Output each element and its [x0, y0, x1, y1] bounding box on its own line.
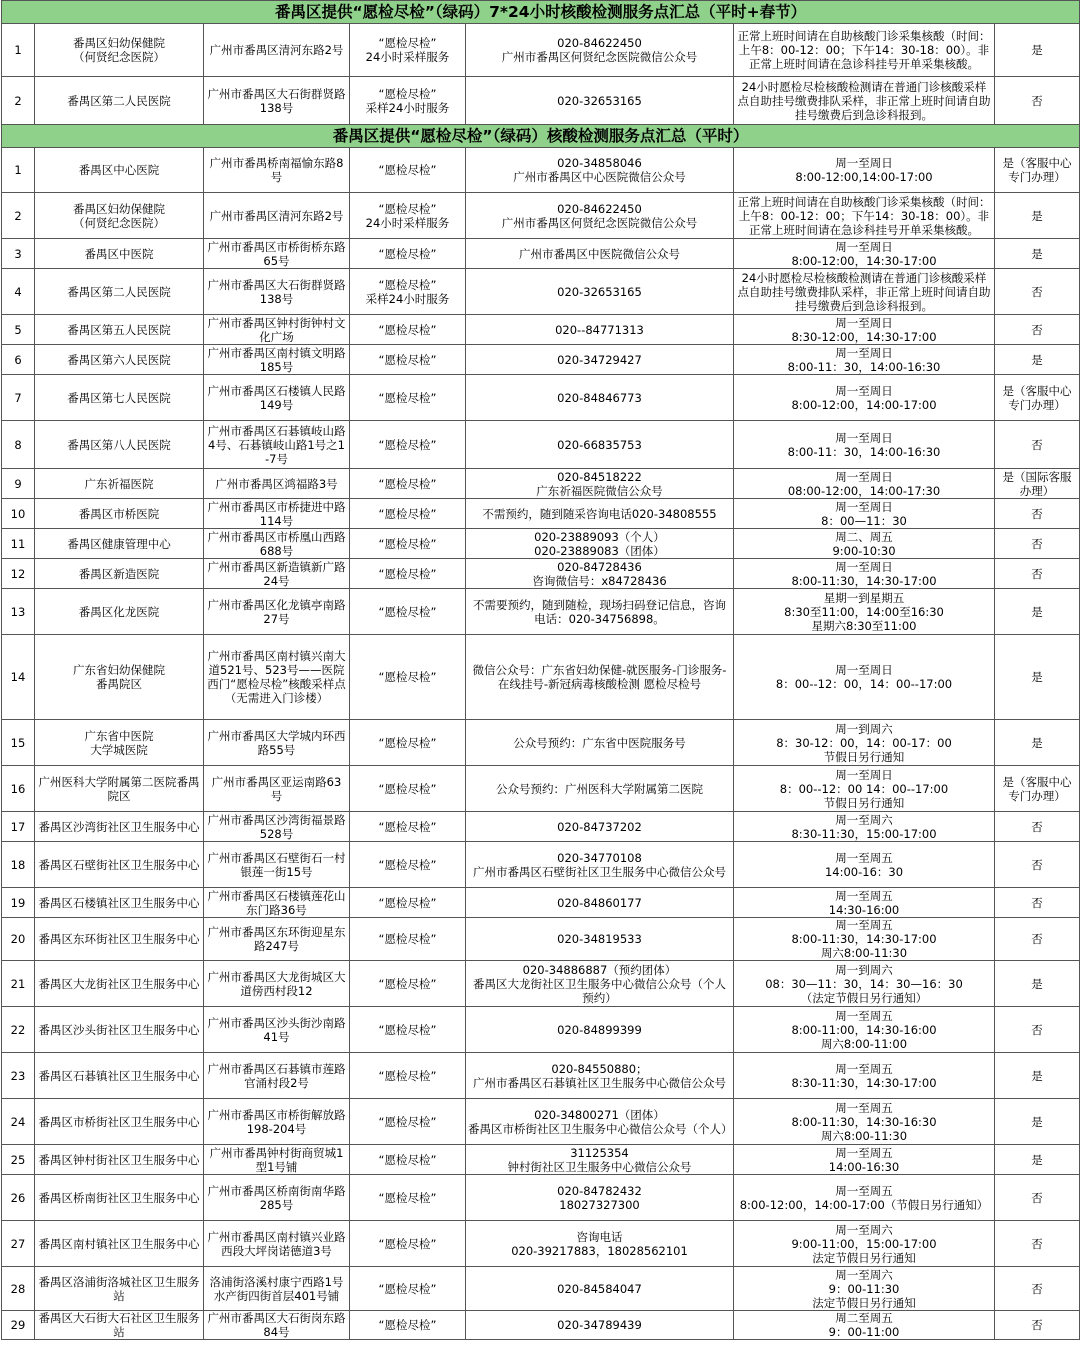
site-address: 广州市番禺区市桥街桥东路65号 — [204, 239, 350, 269]
site-name: 番禺区妇幼保健院 （何贤纪念医院） — [35, 24, 204, 77]
service-type: “愿检尽检” — [350, 766, 466, 812]
service-type: “愿检尽检” — [350, 888, 466, 918]
appointment-flag: 是（国际客服办理） — [995, 469, 1080, 499]
site-address: 广州市番禺区南村镇兴南大道521号、523号——医院西门“愿检尽检”核酸采样点（无需进入门诊楼） — [204, 635, 350, 720]
contact-info: 020-23889093（个人） 020-23889083（团体） — [466, 529, 734, 559]
service-type: “愿检尽检” — [350, 239, 466, 269]
service-hours: 周一至周日 8:00-12:00,14:00-17:00 — [734, 148, 995, 193]
service-type: “愿检尽检” — [350, 499, 466, 529]
site-name: 番禺区石壁街社区卫生服务中心 — [35, 842, 204, 888]
site-address: 广州市番禺区沙湾街福景路528号 — [204, 812, 350, 842]
site-address: 广州市番禺区市桥凰山西路688号 — [204, 529, 350, 559]
contact-info: 020-34800271（团体） 番禺区市桥街社区卫生服务中心微信公众号（个人） — [466, 1099, 734, 1145]
service-hours: 周二至周五 9：00-11:00 — [734, 1311, 995, 1340]
service-type: “愿检尽检” — [350, 375, 466, 421]
appointment-flag: 否 — [995, 1175, 1080, 1221]
table-row — [2, 812, 1080, 842]
service-hours: 正常上班时间请在自助核酸门诊采集核酸（时间：上午8：00-12：00；下午14：30-18：00）。非正常上班时间请在急诊科挂号开单采集核酸。 — [734, 24, 995, 77]
service-hours: 周一至周六 8:30-11:30，15:00-17:00 — [734, 812, 995, 842]
row-number: 2 — [2, 77, 35, 125]
row-number: 6 — [2, 345, 35, 375]
row-number: 17 — [2, 812, 35, 842]
row-number: 15 — [2, 720, 35, 766]
site-name: 番禺区石碁镇社区卫生服务中心 — [35, 1053, 204, 1099]
row-number: 1 — [2, 24, 35, 77]
row-number: 9 — [2, 469, 35, 499]
contact-info: 020-84728436 咨询微信号：x84728436 — [466, 559, 734, 589]
site-name: 番禺区化龙医院 — [35, 589, 204, 635]
row-number: 26 — [2, 1175, 35, 1221]
site-address: 广州市番禺区清河东路2号 — [204, 193, 350, 239]
site-address: 广州市番禺钟村街商贸城1型1号铺 — [204, 1145, 350, 1175]
row-number: 3 — [2, 239, 35, 269]
service-hours: 周一至周日 8：00—11：30 — [734, 499, 995, 529]
site-address: 广州市番禺区沙头街沙南路41号 — [204, 1007, 350, 1053]
table-row — [2, 1267, 1080, 1311]
row-number: 28 — [2, 1267, 35, 1311]
appointment-flag: 是 — [995, 239, 1080, 269]
contact-info: 公众号预约：广州医科大学附属第二医院 — [466, 766, 734, 812]
contact-info: 020-84899399 — [466, 1007, 734, 1053]
site-name: 番禺区沙头街社区卫生服务中心 — [35, 1007, 204, 1053]
table-row — [2, 961, 1080, 1007]
service-hours: 周一至周五 8:00-11:30，14:30-16:30 周六8:00-11:30 — [734, 1099, 995, 1145]
site-name: 番禺区南村镇社区卫生服务中心 — [35, 1221, 204, 1267]
service-type: “愿检尽检” — [350, 1221, 466, 1267]
site-name: 番禺区中医院 — [35, 239, 204, 269]
table-row — [2, 842, 1080, 888]
table-row — [2, 24, 1080, 77]
service-hours: 周一至周五 8:00-11:30，14:30-17:00 周六8:00-11:30 — [734, 918, 995, 961]
service-hours: 周一至周日 8:00-11:30，14:30-17:00 — [734, 559, 995, 589]
contact-info: 020-32653165 — [466, 269, 734, 315]
row-number: 27 — [2, 1221, 35, 1267]
contact-info: 020-34886887（预约团体） 番禺区大龙街社区卫生服务中心微信公众号（个人预约） — [466, 961, 734, 1007]
table-row — [2, 766, 1080, 812]
site-address: 广州市番禺区市桥街解放路198-204号 — [204, 1099, 350, 1145]
site-name: 番禺区第二人民医院 — [35, 77, 204, 125]
service-hours: 周一至周日 8:00-11：30，14:00-16:30 — [734, 345, 995, 375]
service-hours: 周一至周日 8：00--12：00，14：00--17:00 — [734, 635, 995, 720]
table-row — [2, 345, 1080, 375]
site-name: 番禺区石楼镇社区卫生服务中心 — [35, 888, 204, 918]
table-row — [2, 239, 1080, 269]
contact-info: 020--84771313 — [466, 315, 734, 345]
nucleic-acid-test-sites-table — [1, 0, 1080, 1340]
site-name: 番禺区市桥医院 — [35, 499, 204, 529]
site-address: 广州市番禺区亚运南路63号 — [204, 766, 350, 812]
appointment-flag: 是 — [995, 24, 1080, 77]
service-hours: 24小时愿检尽检核酸检测请在普通门诊核酸采样点自助挂号缴费排队采样，非正常上班时间请自助挂号缴费后到急诊科报到。 — [734, 77, 995, 125]
service-hours: 周一至周五 14:00-16:30 — [734, 1145, 995, 1175]
service-type: “愿检尽检” — [350, 961, 466, 1007]
row-number: 29 — [2, 1311, 35, 1340]
service-type: “愿检尽检” — [350, 559, 466, 589]
contact-info: 020-84518222 广东祈福医院微信公众号 — [466, 469, 734, 499]
service-hours: 周一至周五 8:30-11:30，14:30-17:00 — [734, 1053, 995, 1099]
row-number: 16 — [2, 766, 35, 812]
appointment-flag: 否 — [995, 842, 1080, 888]
service-hours: 24小时愿检尽检核酸检测请在普通门诊核酸采样点自助挂号缴费排队采样，非正常上班时间请自助挂号缴费后到急诊科报到。 — [734, 269, 995, 315]
row-number: 10 — [2, 499, 35, 529]
contact-info: 020-84782432 18027327300 — [466, 1175, 734, 1221]
contact-info: 微信公众号：广东省妇幼保健-就医服务-门诊服务-在线挂号-新冠病毒核酸检测 愿检尽检号 — [466, 635, 734, 720]
contact-info: 020-84737202 — [466, 812, 734, 842]
service-hours: 周一至周日 8：00--12：00 14：00--17:00 节假日另行通知 — [734, 766, 995, 812]
contact-info: 020-34858046 广州市番禺区中心医院微信公众号 — [466, 148, 734, 193]
section-title-regular: 番禺区提供“愿检尽检”（绿码）核酸检测服务点汇总（平时） — [2, 125, 1080, 148]
table-row — [2, 1145, 1080, 1175]
site-address: 广州市番禺区鸿福路3号 — [204, 469, 350, 499]
section-title-regular-row — [2, 125, 1080, 148]
service-hours: 周一至周日 08:00-12:00，14:00-17:30 — [734, 469, 995, 499]
row-number: 11 — [2, 529, 35, 559]
service-type: “愿检尽检” — [350, 812, 466, 842]
site-address: 广州市番禺区桥南街南华路285号 — [204, 1175, 350, 1221]
site-name: 番禺区第二人民医院 — [35, 269, 204, 315]
site-name: 广东省妇幼保健院 番禺院区 — [35, 635, 204, 720]
row-number: 7 — [2, 375, 35, 421]
row-number: 24 — [2, 1099, 35, 1145]
row-number: 4 — [2, 269, 35, 315]
service-hours: 周一至周日 8:00-12:00，14:00-17:00 — [734, 375, 995, 421]
service-hours: 周一至周日 8:00-12:00，14:30-17:00 — [734, 239, 995, 269]
row-number: 8 — [2, 421, 35, 469]
service-type: “愿检尽检” — [350, 315, 466, 345]
row-number: 14 — [2, 635, 35, 720]
contact-info: 020-34770108 广州市番禺区石壁街社区卫生服务中心微信公众号 — [466, 842, 734, 888]
service-hours: 周一到周六 08：30—11：30，14：30—16：30 （法定节假日另行通知） — [734, 961, 995, 1007]
site-name: 番禺区第八人民医院 — [35, 421, 204, 469]
site-name: 广东省中医院 大学城医院 — [35, 720, 204, 766]
table-row — [2, 375, 1080, 421]
contact-info: 020-34789439 — [466, 1311, 734, 1340]
table-row — [2, 77, 1080, 125]
site-name: 番禺区中心医院 — [35, 148, 204, 193]
appointment-flag: 否 — [995, 559, 1080, 589]
site-address: 广州市番禺区东环街迎星东路247号 — [204, 918, 350, 961]
row-number: 2 — [2, 193, 35, 239]
row-number: 21 — [2, 961, 35, 1007]
appointment-flag: 是 — [995, 720, 1080, 766]
row-number: 1 — [2, 148, 35, 193]
site-name: 番禺区大龙街社区卫生服务中心 — [35, 961, 204, 1007]
table-row — [2, 269, 1080, 315]
table-row — [2, 918, 1080, 961]
site-name: 番禺区东环街社区卫生服务中心 — [35, 918, 204, 961]
service-hours: 周一至周五 8:00-11:00，14:30-16:00 周六8:00-11:00 — [734, 1007, 995, 1053]
contact-info: 020-66835753 — [466, 421, 734, 469]
appointment-flag: 是（客服中心专门办理） — [995, 148, 1080, 193]
table-row — [2, 559, 1080, 589]
appointment-flag: 否 — [995, 918, 1080, 961]
appointment-flag: 否 — [995, 421, 1080, 469]
row-number: 25 — [2, 1145, 35, 1175]
site-address: 广州市番禺区石碁镇市莲路官涌村段2号 — [204, 1053, 350, 1099]
section-title-247-row — [2, 1, 1080, 24]
site-name: 广东祈福医院 — [35, 469, 204, 499]
site-address: 广州市番禺区清河东路2号 — [204, 24, 350, 77]
contact-info: 020-84584047 — [466, 1267, 734, 1311]
table-row — [2, 1311, 1080, 1340]
site-name: 广州医科大学附属第二医院番禺院区 — [35, 766, 204, 812]
service-type: “愿检尽检” — [350, 1053, 466, 1099]
site-name: 番禺区桥南街社区卫生服务中心 — [35, 1175, 204, 1221]
site-name: 番禺区钟村街社区卫生服务中心 — [35, 1145, 204, 1175]
site-name: 番禺区市桥街社区卫生服务中心 — [35, 1099, 204, 1145]
appointment-flag: 否 — [995, 499, 1080, 529]
contact-info: 020-84622450 广州市番禺区何贤纪念医院微信公众号 — [466, 193, 734, 239]
appointment-flag: 否 — [995, 529, 1080, 559]
table-row — [2, 193, 1080, 239]
service-hours: 周一到周六 8：30-12：00，14：00-17：00 节假日另行通知 — [734, 720, 995, 766]
table-row — [2, 1007, 1080, 1053]
site-name: 番禺区第七人民医院 — [35, 375, 204, 421]
site-address: 广州市番禺区大学城内环西路55号 — [204, 720, 350, 766]
section-title-247: 番禺区提供“愿检尽检”（绿码）7*24小时核酸检测服务点汇总（平时+春节） — [2, 1, 1080, 24]
contact-info: 咨询电话 020-39217883，18028562101 — [466, 1221, 734, 1267]
appointment-flag: 是（客服中心专门办理） — [995, 375, 1080, 421]
site-name: 番禺区大石街大石社区卫生服务站 — [35, 1311, 204, 1340]
service-type: “愿检尽检” 采样24小时服务 — [350, 269, 466, 315]
service-type: “愿检尽检” 采样24小时服务 — [350, 77, 466, 125]
site-address: 广州市番禺区新造镇新广路24号 — [204, 559, 350, 589]
service-hours: 周一至周六 9:00-11:00，15:00-17:00 法定节假日另行通知 — [734, 1221, 995, 1267]
service-hours: 周一至周日 8:30-12:00，14:30-17:00 — [734, 315, 995, 345]
table-row — [2, 635, 1080, 720]
row-number: 12 — [2, 559, 35, 589]
service-type: “愿检尽检” — [350, 1175, 466, 1221]
row-number: 13 — [2, 589, 35, 635]
row-number: 22 — [2, 1007, 35, 1053]
service-type: “愿检尽检” — [350, 148, 466, 193]
service-type: “愿检尽检” — [350, 1145, 466, 1175]
table-row — [2, 1099, 1080, 1145]
service-type: “愿检尽检” — [350, 720, 466, 766]
appointment-flag: 是 — [995, 1099, 1080, 1145]
contact-info: 020-84846773 — [466, 375, 734, 421]
site-address: 广州市番禺区钟村街钟村文化广场 — [204, 315, 350, 345]
appointment-flag: 是 — [995, 1053, 1080, 1099]
service-hours: 星期一到星期五 8:30至11:00，14:00至16:30 星期六8:30至11:00 — [734, 589, 995, 635]
service-type: “愿检尽检” — [350, 589, 466, 635]
site-address: 广州市番禺区石壁街石一村银莲一街15号 — [204, 842, 350, 888]
row-number: 23 — [2, 1053, 35, 1099]
site-address: 广州市番禺桥南福愉东路8号 — [204, 148, 350, 193]
contact-info: 公众号预约：广东省中医院服务号 — [466, 720, 734, 766]
appointment-flag: 否 — [995, 1267, 1080, 1311]
site-address: 洛浦街洛溪村康宁西路1号水产街四街首层401号铺 — [204, 1267, 350, 1311]
service-type: “愿检尽检” — [350, 1267, 466, 1311]
table-row — [2, 1221, 1080, 1267]
contact-info: 不需预约，随到随采咨询电话020-34808555 — [466, 499, 734, 529]
site-address: 广州市番禺区南村镇文明路185号 — [204, 345, 350, 375]
service-type: “愿检尽检” — [350, 421, 466, 469]
service-type: “愿检尽检” — [350, 635, 466, 720]
service-hours: 周一至周日 8:00-11：30，14:00-16:30 — [734, 421, 995, 469]
service-hours: 正常上班时间请在自助核酸门诊采集核酸（时间：上午8：00-12：00；下午14：30-18：00）。非正常上班时间请在急诊科挂号开单采集核酸。 — [734, 193, 995, 239]
contact-info: 020-84860177 — [466, 888, 734, 918]
contact-info: 不需要预约，随到随检，现场扫码登记信息，咨询电话：020-34756898。 — [466, 589, 734, 635]
row-number: 19 — [2, 888, 35, 918]
table-row — [2, 589, 1080, 635]
appointment-flag: 是 — [995, 589, 1080, 635]
site-name: 番禺区第五人民医院 — [35, 315, 204, 345]
service-type: “愿检尽检” 24小时采样服务 — [350, 193, 466, 239]
contact-info: 31125354 钟村街社区卫生服务中心微信公众号 — [466, 1145, 734, 1175]
service-type: “愿检尽检” — [350, 345, 466, 375]
site-address: 广州市番禺区大石街群贤路138号 — [204, 77, 350, 125]
appointment-flag: 否 — [995, 315, 1080, 345]
site-address: 广州市番禺区大龙街城区大道傍西村段12 — [204, 961, 350, 1007]
site-name: 番禺区新造医院 — [35, 559, 204, 589]
appointment-flag: 否 — [995, 77, 1080, 125]
service-type: “愿检尽检” — [350, 469, 466, 499]
table-row — [2, 148, 1080, 193]
contact-info: 020-84622450 广州市番禺区何贤纪念医院微信公众号 — [466, 24, 734, 77]
contact-info: 020-32653165 — [466, 77, 734, 125]
service-type: “愿检尽检” — [350, 1007, 466, 1053]
service-hours: 周一至周五 14:00-16：30 — [734, 842, 995, 888]
appointment-flag: 是 — [995, 635, 1080, 720]
site-address: 广州市番禺区南村镇兴业路西段大坪岗诺德道3号 — [204, 1221, 350, 1267]
appointment-flag: 是 — [995, 1145, 1080, 1175]
contact-info: 020-34819533 — [466, 918, 734, 961]
service-type: “愿检尽检” — [350, 1099, 466, 1145]
row-number: 20 — [2, 918, 35, 961]
appointment-flag: 否 — [995, 1311, 1080, 1340]
site-name: 番禺区沙湾街社区卫生服务中心 — [35, 812, 204, 842]
site-address: 广州市番禺区市桥捷进中路114号 — [204, 499, 350, 529]
service-type: “愿检尽检” — [350, 529, 466, 559]
service-hours: 周一至周五 8:00-12:00，14:00-17:00（节假日另行通知） — [734, 1175, 995, 1221]
appointment-flag: 是 — [995, 345, 1080, 375]
site-name: 番禺区妇幼保健院 （何贤纪念医院） — [35, 193, 204, 239]
row-number: 18 — [2, 842, 35, 888]
contact-info: 020-84550880； 广州市番禺区石碁镇社区卫生服务中心微信公众号 — [466, 1053, 734, 1099]
site-address: 广州市番禺区大石街群贤路138号 — [204, 269, 350, 315]
appointment-flag: 否 — [995, 812, 1080, 842]
table-247-body — [2, 24, 1080, 125]
table-row — [2, 888, 1080, 918]
table-row — [2, 1175, 1080, 1221]
site-name: 番禺区第六人民医院 — [35, 345, 204, 375]
table-row — [2, 469, 1080, 499]
service-type: “愿检尽检” — [350, 1311, 466, 1340]
service-hours: 周一至周五 14:30-16:00 — [734, 888, 995, 918]
appointment-flag: 否 — [995, 888, 1080, 918]
contact-info: 广州市番禺区中医院微信公众号 — [466, 239, 734, 269]
table-row — [2, 529, 1080, 559]
service-hours: 周二、周五 9:00-10:30 — [734, 529, 995, 559]
service-type: “愿检尽检” 24小时采样服务 — [350, 24, 466, 77]
appointment-flag: 是 — [995, 961, 1080, 1007]
appointment-flag: 是（客服中心专门办理） — [995, 766, 1080, 812]
site-address: 广州市番禺区石碁镇岐山路4号、石碁镇岐山路1号之1-7号 — [204, 421, 350, 469]
table-row — [2, 1053, 1080, 1099]
row-number: 5 — [2, 315, 35, 345]
site-name: 番禺区洛浦街洛城社区卫生服务站 — [35, 1267, 204, 1311]
appointment-flag: 否 — [995, 1007, 1080, 1053]
appointment-flag: 是 — [995, 193, 1080, 239]
service-type: “愿检尽检” — [350, 918, 466, 961]
table-row — [2, 499, 1080, 529]
service-hours: 周一至周六 9：00-11:30 法定节假日另行通知 — [734, 1267, 995, 1311]
table-row — [2, 315, 1080, 345]
appointment-flag: 否 — [995, 1221, 1080, 1267]
site-address: 广州市番禺区石楼镇莲花山东门路36号 — [204, 888, 350, 918]
appointment-flag: 否 — [995, 269, 1080, 315]
contact-info: 020-34729427 — [466, 345, 734, 375]
table-row — [2, 720, 1080, 766]
site-address: 广州市番禺区石楼镇人民路149号 — [204, 375, 350, 421]
site-name: 番禺区健康管理中心 — [35, 529, 204, 559]
service-type: “愿检尽检” — [350, 842, 466, 888]
site-address: 广州市番禺区化龙镇亭南路27号 — [204, 589, 350, 635]
table-row — [2, 421, 1080, 469]
site-address: 广州市番禺区大石街岗东路84号 — [204, 1311, 350, 1340]
table-regular-body — [2, 148, 1080, 1340]
